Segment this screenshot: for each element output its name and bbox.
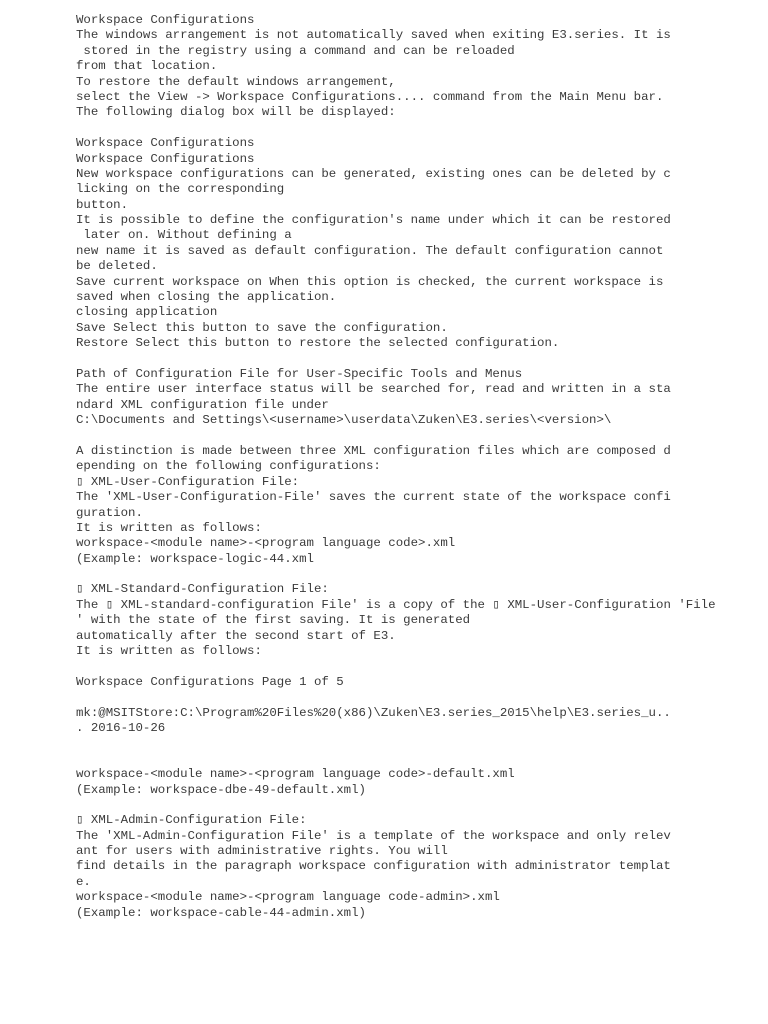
- text-line: stored in the registry using a command and can be reloaded: [76, 43, 515, 58]
- text-line: find details in the paragraph workspace configuration with administrator templat: [76, 859, 671, 874]
- text-line: Workspace Configurations: [76, 151, 255, 166]
- text-line: To restore the default windows arrangement,: [76, 74, 396, 89]
- blank-line: [76, 352, 736, 367]
- blank-line: [76, 736, 736, 751]
- text-line: ndard XML configuration file under: [76, 397, 329, 412]
- text-line: Workspace Configurations: [76, 13, 255, 27]
- text-line: Path of Configuration File for User-Specific Tools and Menus: [76, 366, 523, 381]
- text-line: mk:@MSITStore:C:\Program%20Files%20(x86)\Zuken\E3.series_2015\help\E3.series_u..: [76, 705, 671, 720]
- text-line: It is written as follows:: [76, 520, 262, 535]
- text-line: The 'XML-User-Configuration-File' saves the current state of the workspace confi: [76, 490, 671, 505]
- text-line: ' with the state of the first saving. It is generated: [76, 613, 471, 628]
- text-line: Save Select this button to save the configuration.: [76, 320, 448, 335]
- text-line: later on. Without defining a: [76, 228, 292, 243]
- text-line: be deleted.: [76, 259, 158, 274]
- text-line: licking on the corresponding: [76, 182, 285, 197]
- text-line: ▯ XML-Admin-Configuration File:: [76, 813, 307, 828]
- text-line: new name it is saved as default configuration. The default configuration cannot: [76, 243, 664, 258]
- text-line: (Example: workspace-cable-44-admin.xml): [76, 905, 366, 920]
- text-line: The windows arrangement is not automatically saved when exiting E3.series. It is: [76, 28, 671, 43]
- blank-line: [76, 690, 736, 705]
- text-line: It is written as follows:: [76, 644, 262, 659]
- text-line: e.: [76, 874, 91, 889]
- text-line: The 'XML-Admin-Configuration File' is a template of the workspace and only relev: [76, 828, 671, 843]
- text-line: . 2016-10-26: [76, 720, 166, 735]
- text-line: ▯ XML-User-Configuration File:: [76, 474, 300, 489]
- text-line: Workspace Configurations: [76, 136, 255, 151]
- text-line: saved when closing the application.: [76, 290, 337, 305]
- text-line: workspace-<module name>-<program language code-admin>.xml: [76, 890, 500, 905]
- text-line: ant for users with administrative rights. You will: [76, 844, 448, 859]
- text-line: A distinction is made between three XML configuration files which are composed d: [76, 443, 671, 458]
- blank-line: [76, 567, 736, 582]
- text-line: guration.: [76, 505, 143, 520]
- text-line: epending on the following configurations:: [76, 459, 381, 474]
- document-page: [76, 13, 736, 921]
- text-line: Save current workspace on When this option is checked, the current workspace is: [76, 274, 664, 289]
- text-line: New workspace configurations can be generated, existing ones can be deleted by c: [76, 166, 671, 181]
- text-line: (Example: workspace-logic-44.xml: [76, 551, 314, 566]
- text-line: workspace-<module name>-<program language code>.xml: [76, 536, 456, 551]
- text-line: workspace-<module name>-<program language code>-default.xml: [76, 767, 515, 782]
- blank-line: [76, 429, 736, 444]
- text-line: button.: [76, 197, 129, 212]
- text-line: The following dialog box will be displayed:: [76, 105, 396, 120]
- text-line: (Example: workspace-dbe-49-default.xml): [76, 782, 366, 797]
- blank-line: [76, 752, 736, 767]
- text-line: from that location.: [76, 59, 218, 74]
- text-line: Workspace Configurations Page 1 of 5: [76, 674, 344, 689]
- text-line: C:\Documents and Settings\<username>\userdata\Zuken\E3.series\<version>\: [76, 413, 612, 428]
- text-line: Restore Select this button to restore the selected configuration.: [76, 336, 560, 351]
- text-line: select the View -> Workspace Configurations.... command from the Main Menu bar.: [76, 89, 664, 104]
- text-line: The entire user interface status will be searched for, read and written in a sta: [76, 382, 671, 397]
- blank-line: [76, 798, 736, 813]
- text-line: ▯ XML-Standard-Configuration File:: [76, 582, 329, 597]
- blank-line: [76, 659, 736, 674]
- text-line: It is possible to define the configuration's name under which it can be restored: [76, 213, 671, 228]
- text-line: automatically after the second start of E3.: [76, 628, 396, 643]
- text-line: closing application: [76, 305, 218, 320]
- blank-line: [76, 121, 736, 136]
- text-line: The ▯ XML-standard-configuration File' is a copy of the ▯ XML-User-Configuration 'File: [76, 597, 716, 612]
